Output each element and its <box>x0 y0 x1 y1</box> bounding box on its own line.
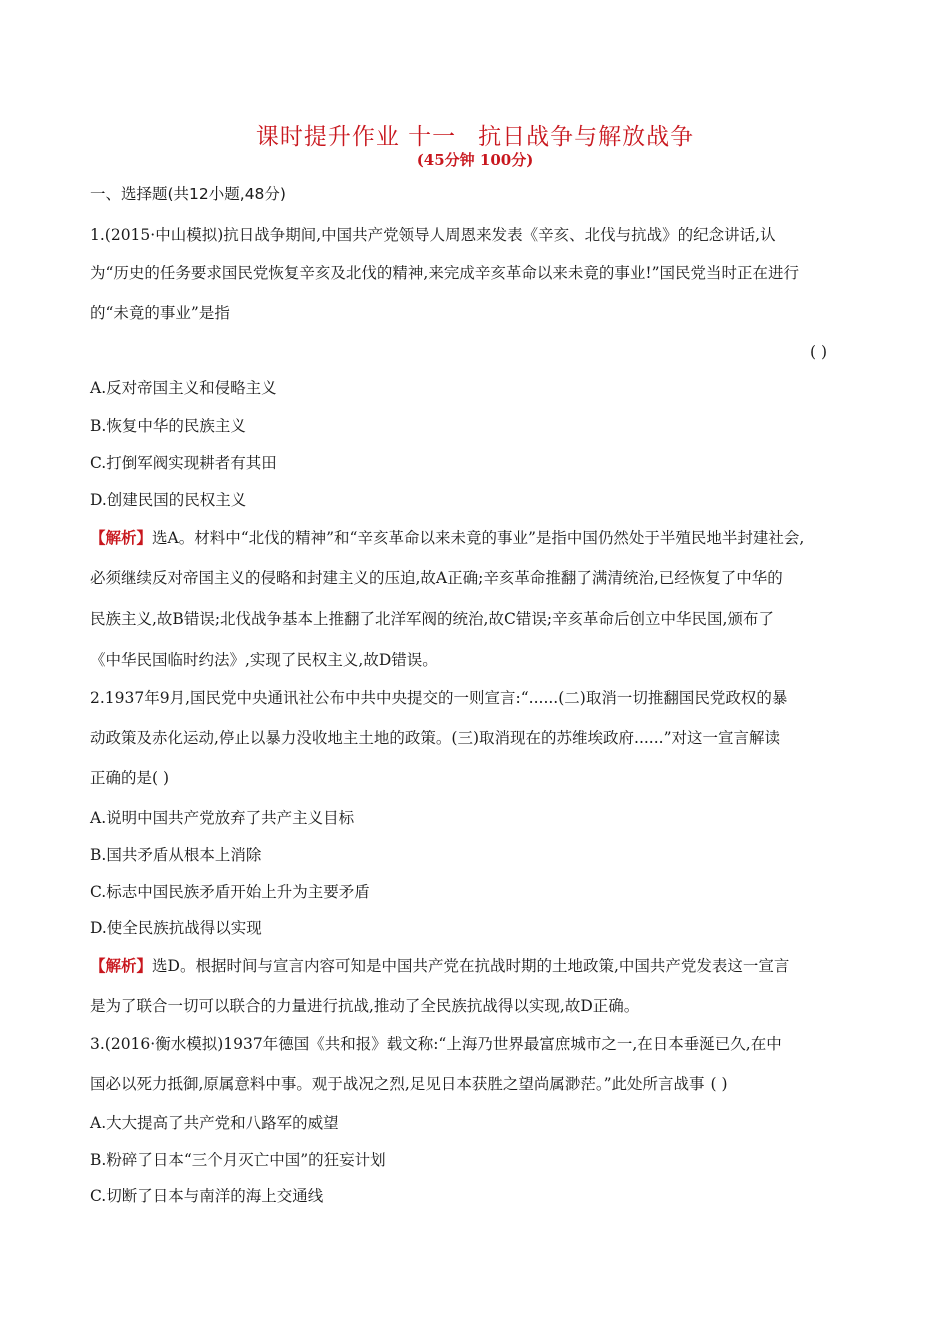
title-main: 课时提升作业 十一 <box>255 124 457 150</box>
q1-analysis-line-3: 民族主义,故B错误;北伐战争基本上推翻了北洋军阀的统治,故C错误;辛亥革命后创立中华民国,颁布了 <box>90 610 774 628</box>
q2-analysis-tag: 【解析】 <box>90 957 153 975</box>
q1-analysis-line-4: 《中华民国临时约法》,实现了民权主义,故D错误。 <box>90 651 438 669</box>
q1-answer-blank: ( ) <box>810 343 828 361</box>
q1-option-b: B.恢复中华的民族主义 <box>90 417 246 435</box>
q1-option-a: A.反对帝国主义和侵略主义 <box>90 379 277 397</box>
q2-option-a: A.说明中国共产党放弃了共产主义目标 <box>90 809 355 827</box>
q1-stem-line-2: 为“历史的任务要求国民党恢复辛亥及北伐的精神,来完成辛亥革命以来未竟的事业!”国民党当时正在进行 <box>90 264 800 282</box>
q1-stem-line-1: 1.(2015·中山模拟)抗日战争期间,中国共产党领导人周恩来发表《辛亥、北伐与抗战》的纪念讲话,认 <box>90 226 776 244</box>
q1-option-d: D.创建民国的民权主义 <box>90 491 247 509</box>
q3-option-a: A.大大提高了共产党和八路军的威望 <box>90 1114 339 1132</box>
q3-stem-line-1: 3.(2016·衡水模拟)1937年德国《共和报》载文称:“上海乃世界最富庶城市之一,在日本垂涎已久,在中 <box>90 1035 782 1053</box>
page-meta: (45分钟 100分) <box>416 151 534 169</box>
q2-stem-line-2: 动政策及赤化运动,停止以暴力没收地主土地的政策。(三)取消现在的苏维埃政府......”对这一宣言解读 <box>90 729 781 747</box>
q3-option-c: C.切断了日本与南洋的海上交通线 <box>90 1187 324 1205</box>
q2-stem-line-1: 2.1937年9月,国民党中央通讯社公布中共中央提交的一则宣言:“......(二)取消一切推翻国民党政权的暴 <box>90 689 788 707</box>
q2-analysis-line-1 <box>90 956 789 976</box>
title-sub: 抗日战争与解放战争 <box>478 124 695 150</box>
q3-stem-text-2: 国必以死力抵御,原属意料中事。观于战况之烈,足见日本获胜之望尚属渺茫。”此处所言战事 <box>90 1075 705 1093</box>
q3-answer-blank: ( ) <box>710 1075 728 1093</box>
q2-option-c: C.标志中国民族矛盾开始上升为主要矛盾 <box>90 883 370 901</box>
q2-stem-line-3: 正确的是( ) <box>90 769 170 787</box>
q1-analysis-line-2: 必须继续反对帝国主义的侵略和封建主义的压迫,故A正确;辛亥革命推翻了满清统治,已经恢复了中华的 <box>90 569 783 587</box>
q2-analysis-text-1: 选D。根据时间与宣言内容可知是中国共产党在抗战时期的土地政策,中国共产党发表这一宣言 <box>152 957 790 975</box>
q3-option-b: B.粉碎了日本“三个月灭亡中国”的狂妄计划 <box>90 1151 386 1169</box>
page-title <box>0 118 950 151</box>
q1-analysis-tag: 【解析】 <box>90 529 153 547</box>
q1-analysis-text-1: 选A。材料中“北伐的精神”和“辛亥革命以来未竟的事业”是指中国仍然处于半殖民地半封建社会, <box>152 529 805 547</box>
q1-analysis-line-1 <box>90 528 804 548</box>
section-heading: 一、选择题(共12小题,48分) <box>90 185 286 203</box>
q2-option-b: B.国共矛盾从根本上消除 <box>90 846 262 864</box>
q3-stem-line-2 <box>90 1074 728 1094</box>
q2-option-d: D.使全民族抗战得以实现 <box>90 919 262 937</box>
q2-analysis-line-2: 是为了联合一切可以联合的力量进行抗战,推动了全民族抗战得以实现,故D正确。 <box>90 997 640 1015</box>
q1-option-c: C.打倒军阀实现耕者有其田 <box>90 454 277 472</box>
q1-stem-line-3: 的“未竟的事业”是指 <box>90 304 230 322</box>
